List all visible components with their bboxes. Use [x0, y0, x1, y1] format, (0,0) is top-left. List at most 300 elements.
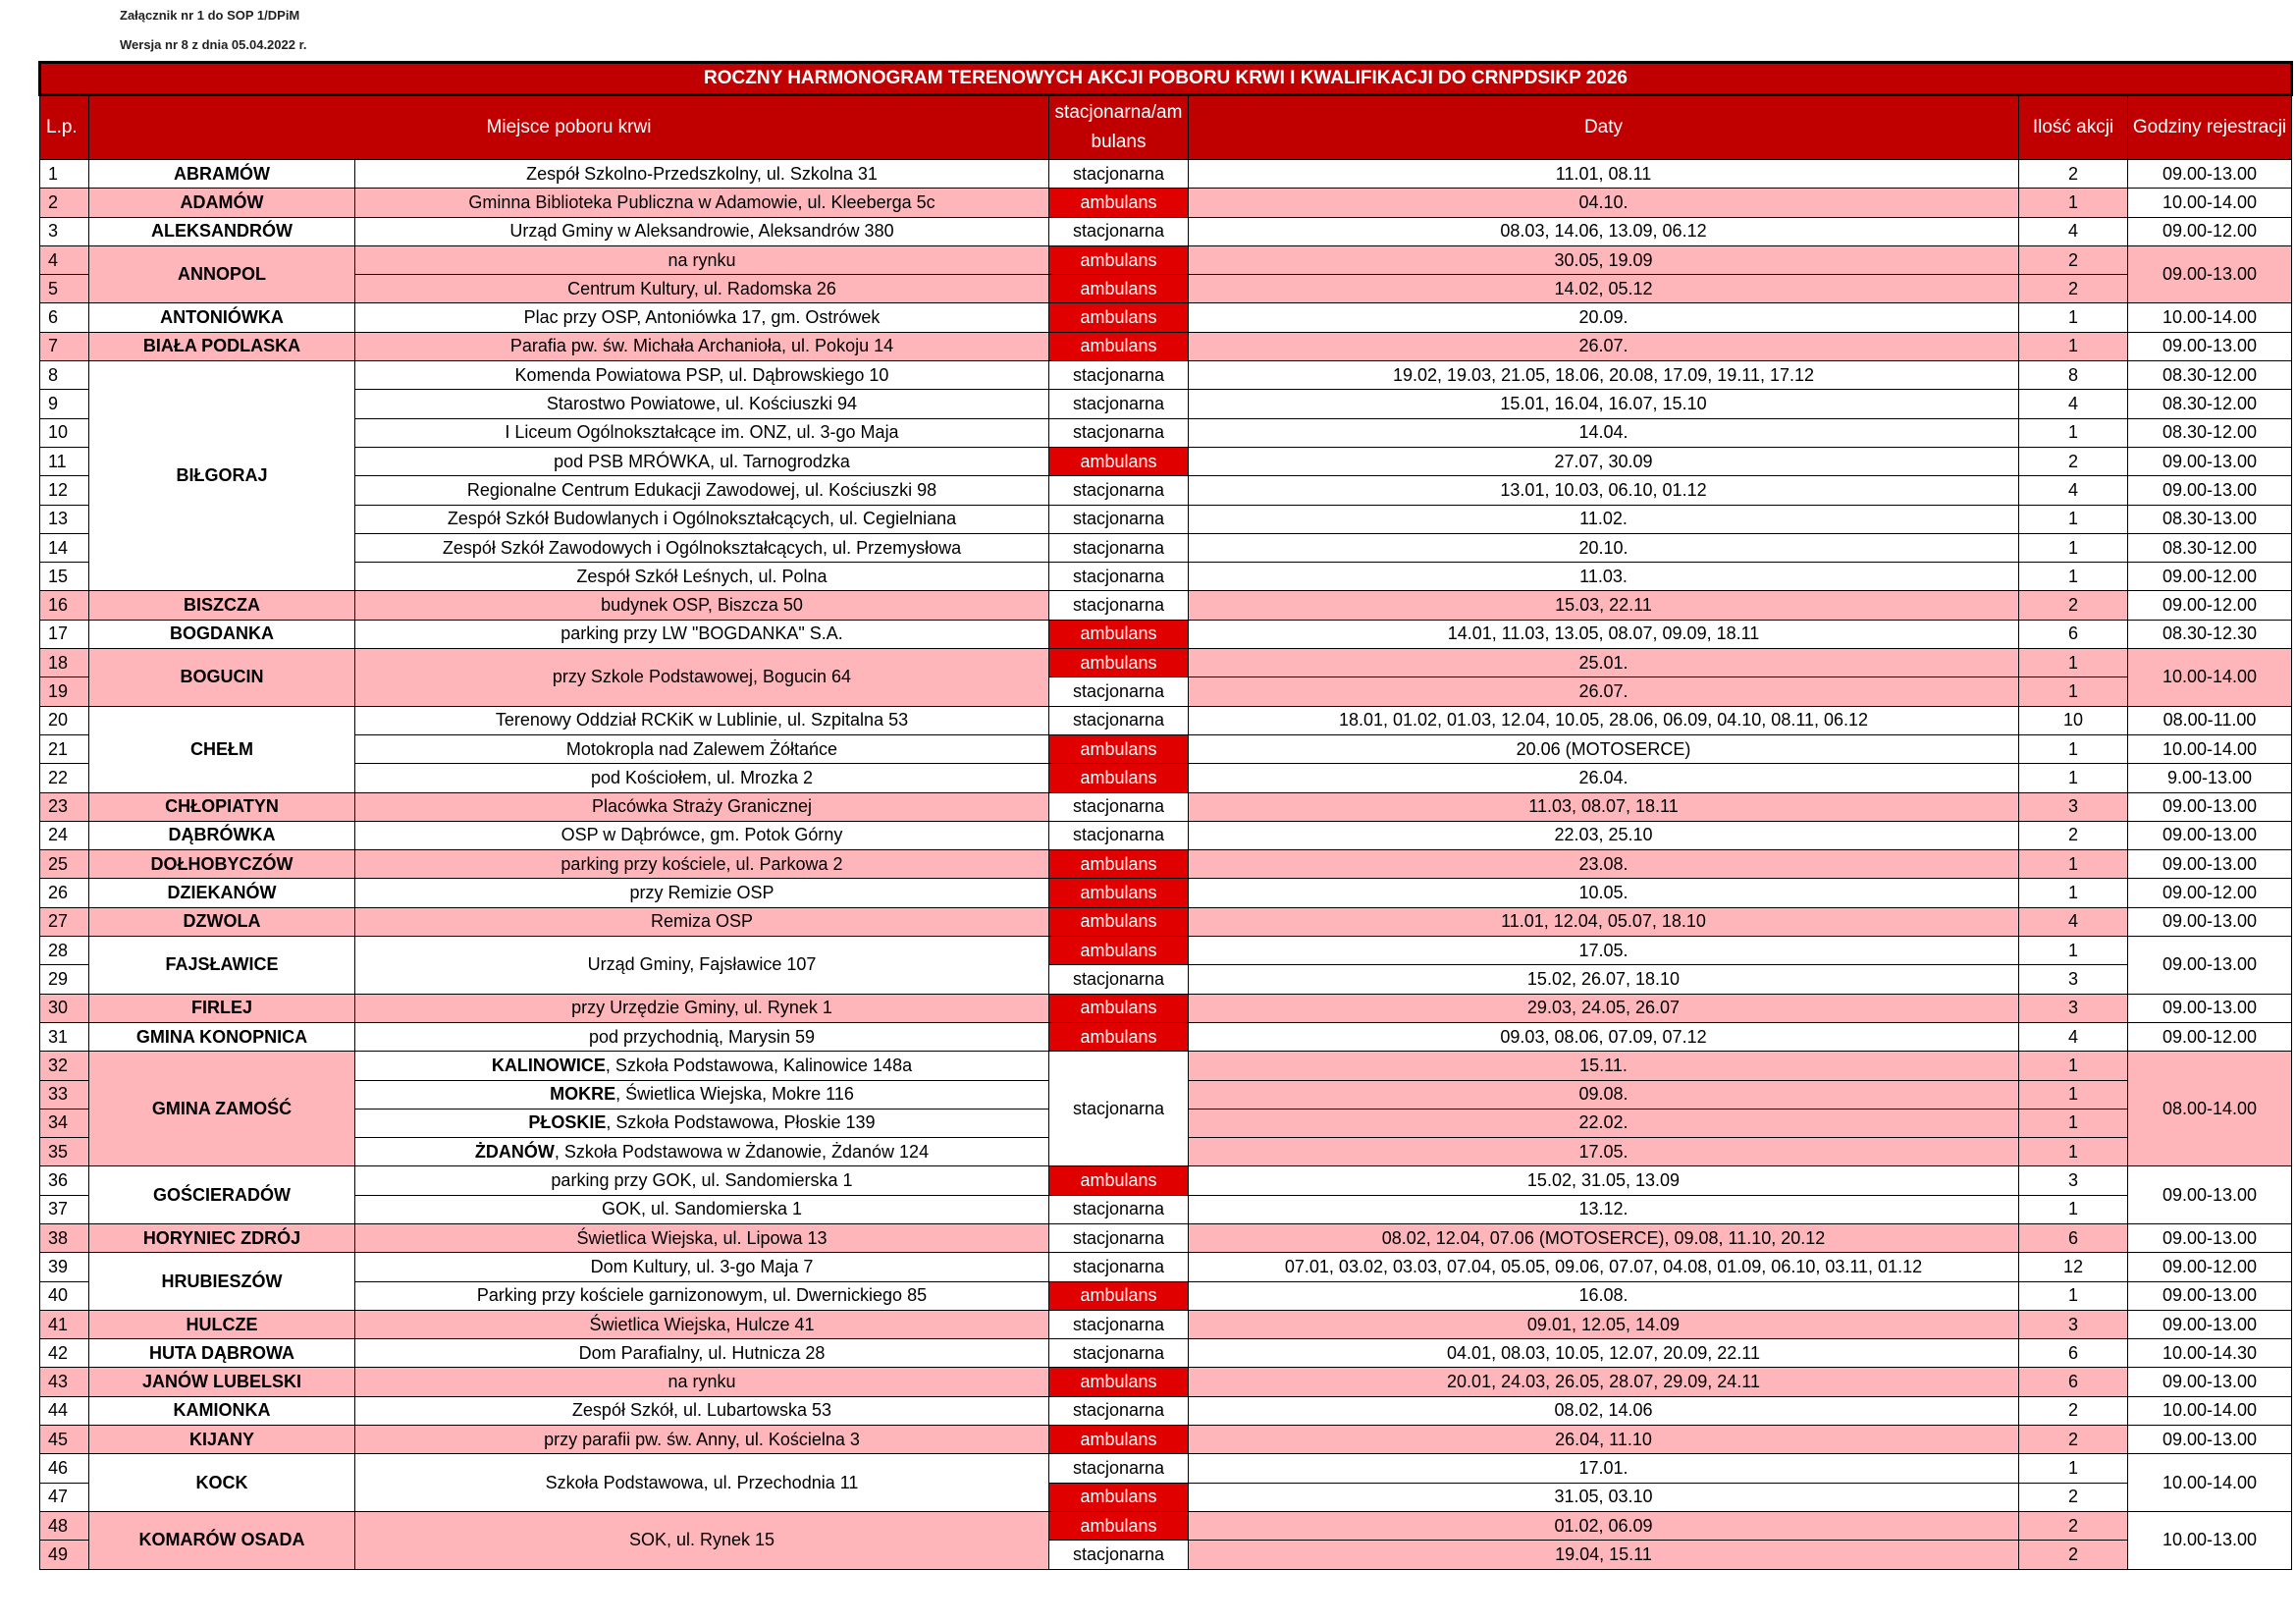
row-unit: stacjonarna: [1049, 361, 1189, 390]
row-place: Placówka Straży Granicznej: [355, 792, 1049, 821]
row-place: Zespół Szkół Leśnych, ul. Polna: [355, 563, 1049, 591]
row-count: 1: [2019, 1454, 2128, 1483]
row-unit: stacjonarna: [1049, 533, 1189, 562]
row-dates: 25.01.: [1189, 649, 2019, 677]
row-count: 1: [2019, 1052, 2128, 1080]
place-detail: , Szkoła Podstawowa, Płoskie 139: [606, 1112, 876, 1133]
row-hours: 09.00-13.00: [2128, 994, 2292, 1022]
row-place: [355, 1052, 1049, 1080]
row-unit: ambulans: [1049, 1368, 1189, 1396]
row-lp: 28: [40, 937, 89, 965]
row-dates: 01.02, 06.09: [1189, 1511, 2019, 1540]
table-row: [40, 1396, 2292, 1425]
row-hours: 09.00-13.00: [2128, 1281, 2292, 1310]
document-reference: Załącznik nr 1 do SOP 1/DPiM: [120, 8, 300, 23]
row-place: Świetlica Wiejska, Hulcze 41: [355, 1310, 1049, 1338]
row-unit: stacjonarna: [1049, 965, 1189, 994]
table-row: [40, 764, 2292, 792]
row-hours: 09.00-13.00: [2128, 1310, 2292, 1338]
row-unit: stacjonarna: [1049, 677, 1189, 706]
location-name: GMINA KONOPNICA: [89, 1022, 355, 1051]
location-name: GOŚCIERADÓW: [89, 1166, 355, 1224]
row-lp: 35: [40, 1138, 89, 1166]
row-count: 12: [2019, 1253, 2128, 1281]
row-hours: 09.00-12.00: [2128, 563, 2292, 591]
row-lp: 40: [40, 1281, 89, 1310]
table-row: [40, 1022, 2292, 1051]
row-place: Parafia pw. św. Michała Archanioła, ul. Pokoju 14: [355, 332, 1049, 360]
row-lp: 21: [40, 734, 89, 763]
row-hours: 08.00-14.00: [2128, 1052, 2292, 1166]
row-count: 1: [2019, 1281, 2128, 1310]
row-count: 1: [2019, 303, 2128, 332]
location-name: BIAŁA PODLASKA: [89, 332, 355, 360]
row-unit: ambulans: [1049, 850, 1189, 879]
row-place: Plac przy OSP, Antoniówka 17, gm. Ostrówek: [355, 303, 1049, 332]
row-unit: stacjonarna: [1049, 1396, 1189, 1425]
row-unit: ambulans: [1049, 303, 1189, 332]
table-row: [40, 1223, 2292, 1252]
table-row: [40, 792, 2292, 821]
row-count: 2: [2019, 591, 2128, 620]
row-lp: 49: [40, 1541, 89, 1569]
table-row: [40, 476, 2292, 505]
row-lp: 25: [40, 850, 89, 879]
row-place: [355, 1138, 1049, 1166]
row-unit: stacjonarna: [1049, 792, 1189, 821]
location-name: HRUBIESZÓW: [89, 1253, 355, 1311]
row-count: 4: [2019, 217, 2128, 245]
row-count: 6: [2019, 1339, 2128, 1368]
row-unit: ambulans: [1049, 649, 1189, 677]
row-count: 1: [2019, 332, 2128, 360]
location-name: KOCK: [89, 1454, 355, 1512]
row-count: 1: [2019, 505, 2128, 533]
table-row: [40, 620, 2292, 648]
row-unit: stacjonarna: [1049, 591, 1189, 620]
row-lp: 8: [40, 361, 89, 390]
row-dates: 13.12.: [1189, 1195, 2019, 1223]
row-unit: ambulans: [1049, 332, 1189, 360]
row-unit: stacjonarna: [1049, 160, 1189, 189]
table-row: [40, 160, 2292, 189]
row-place: Zespół Szkół Budowlanych i Ogólnokształcących, ul. Cegielniana: [355, 505, 1049, 533]
row-place: Remiza OSP: [355, 907, 1049, 936]
row-dates: 15.11.: [1189, 1052, 2019, 1080]
location-name: FIRLEJ: [89, 994, 355, 1022]
row-place: Dom Parafialny, ul. Hutnicza 28: [355, 1339, 1049, 1368]
row-dates: 19.04, 15.11: [1189, 1541, 2019, 1569]
row-place: przy parafii pw. św. Anny, ul. Kościelna 3: [355, 1426, 1049, 1454]
row-unit: stacjonarna: [1049, 1195, 1189, 1223]
row-lp: 3: [40, 217, 89, 245]
location-name: DOŁHOBYCZÓW: [89, 850, 355, 879]
table-row: [40, 533, 2292, 562]
location-name: ANTONIÓWKA: [89, 303, 355, 332]
row-lp: 38: [40, 1223, 89, 1252]
schedule-table: [38, 61, 2293, 1570]
row-place: Urząd Gminy w Aleksandrowie, Aleksandrów 380: [355, 217, 1049, 245]
row-dates: 15.03, 22.11: [1189, 591, 2019, 620]
table-row: [40, 275, 2292, 303]
row-hours: 09.00-13.00: [2128, 821, 2292, 849]
header-lp: L.p.: [40, 95, 89, 160]
row-dates: 23.08.: [1189, 850, 2019, 879]
row-place: na rynku: [355, 245, 1049, 274]
location-name: CHŁOPIATYN: [89, 792, 355, 821]
row-dates: 20.09.: [1189, 303, 2019, 332]
row-hours: 09.00-12.00: [2128, 1253, 2292, 1281]
row-lp: 9: [40, 390, 89, 418]
row-count: 1: [2019, 189, 2128, 217]
table-row: [40, 245, 2292, 274]
place-village: PŁOSKIE: [528, 1112, 607, 1133]
row-lp: 16: [40, 591, 89, 620]
row-dates: 31.05, 03.10: [1189, 1483, 2019, 1511]
row-count: 1: [2019, 1138, 2128, 1166]
table-row: [40, 1281, 2292, 1310]
row-dates: 20.06 (MOTOSERCE): [1189, 734, 2019, 763]
place-detail: , Szkoła Podstawowa, Kalinowice 148a: [605, 1055, 913, 1075]
row-hours: 09.00-13.00: [2128, 850, 2292, 879]
row-dates: 09.03, 08.06, 07.09, 07.12: [1189, 1022, 2019, 1051]
row-unit: stacjonarna: [1049, 390, 1189, 418]
row-lp: 17: [40, 620, 89, 648]
table-row: [40, 447, 2292, 475]
row-place: Centrum Kultury, ul. Radomska 26: [355, 275, 1049, 303]
place-village: KALINOWICE: [491, 1055, 606, 1075]
table-row: [40, 1368, 2292, 1396]
row-place: [355, 1080, 1049, 1109]
row-place: Komenda Powiatowa PSP, ul. Dąbrowskiego 10: [355, 361, 1049, 390]
row-unit: stacjonarna: [1049, 505, 1189, 533]
row-lp: 48: [40, 1511, 89, 1540]
row-dates: 18.01, 01.02, 01.03, 12.04, 10.05, 28.06, 06.09, 04.10, 08.11, 06.12: [1189, 706, 2019, 734]
row-place: SOK, ul. Rynek 15: [355, 1511, 1049, 1569]
row-dates: 22.03, 25.10: [1189, 821, 2019, 849]
row-place: Szkoła Podstawowa, ul. Przechodnia 11: [355, 1454, 1049, 1512]
row-count: 2: [2019, 160, 2128, 189]
row-lp: 26: [40, 879, 89, 907]
row-hours: 9.00-13.00: [2128, 764, 2292, 792]
row-count: 1: [2019, 1109, 2128, 1137]
row-count: 3: [2019, 994, 2128, 1022]
table-row: [40, 591, 2292, 620]
row-unit: ambulans: [1049, 1281, 1189, 1310]
row-place: Regionalne Centrum Edukacji Zawodowej, ul. Kościuszki 98: [355, 476, 1049, 505]
location-name: ABRAMÓW: [89, 160, 355, 189]
row-lp: 15: [40, 563, 89, 591]
row-unit: stacjonarna: [1049, 1310, 1189, 1338]
location-name: HUTA DĄBROWA: [89, 1339, 355, 1368]
row-place: [355, 1109, 1049, 1137]
row-unit: ambulans: [1049, 907, 1189, 936]
row-lp: 2: [40, 189, 89, 217]
row-place: Motokropla nad Zalewem Żółtańce: [355, 734, 1049, 763]
row-dates: 11.01, 12.04, 05.07, 18.10: [1189, 907, 2019, 936]
row-hours: 09.00-12.00: [2128, 591, 2292, 620]
row-hours: 09.00-12.00: [2128, 879, 2292, 907]
header-hours: Godziny rejestracji: [2128, 95, 2292, 160]
row-dates: 16.08.: [1189, 1281, 2019, 1310]
row-count: 1: [2019, 533, 2128, 562]
row-dates: 14.01, 11.03, 13.05, 08.07, 09.09, 18.11: [1189, 620, 2019, 648]
row-count: 2: [2019, 275, 2128, 303]
row-lp: 36: [40, 1166, 89, 1195]
row-place: Parking przy kościele garnizonowym, ul. Dwernickiego 85: [355, 1281, 1049, 1310]
table-row: [40, 1052, 2292, 1080]
row-count: 2: [2019, 821, 2128, 849]
row-unit: ambulans: [1049, 447, 1189, 475]
row-count: 1: [2019, 677, 2128, 706]
table-title: ROCZNY HARMONOGRAM TERENOWYCH AKCJI POBORU KRWI I KWALIFIKACJI DO CRNPDSIKP 2026: [40, 63, 2292, 95]
row-lp: 39: [40, 1253, 89, 1281]
header-unit: stacjonarna/ambulans: [1049, 95, 1189, 160]
row-unit: stacjonarna: [1049, 1339, 1189, 1368]
row-unit: stacjonarna: [1049, 706, 1189, 734]
row-place: Starostwo Powiatowe, ul. Kościuszki 94: [355, 390, 1049, 418]
row-count: 8: [2019, 361, 2128, 390]
table-row: [40, 907, 2292, 936]
row-count: 2: [2019, 1426, 2128, 1454]
location-name: ADAMÓW: [89, 189, 355, 217]
row-unit: ambulans: [1049, 1022, 1189, 1051]
row-hours: 08.30-12.30: [2128, 620, 2292, 648]
row-hours: 10.00-13.00: [2128, 1511, 2292, 1569]
row-count: 4: [2019, 476, 2128, 505]
row-hours: 08.30-12.00: [2128, 390, 2292, 418]
row-lp: 13: [40, 505, 89, 533]
row-place: budynek OSP, Biszcza 50: [355, 591, 1049, 620]
row-lp: 45: [40, 1426, 89, 1454]
place-village: MOKRE: [550, 1084, 616, 1105]
row-unit: ambulans: [1049, 1483, 1189, 1511]
row-count: 4: [2019, 1022, 2128, 1051]
row-unit: ambulans: [1049, 1511, 1189, 1540]
location-name: KOMARÓW OSADA: [89, 1511, 355, 1569]
row-count: 2: [2019, 1541, 2128, 1569]
row-dates: 09.08.: [1189, 1080, 2019, 1109]
row-place: parking przy GOK, ul. Sandomierska 1: [355, 1166, 1049, 1195]
row-dates: 26.07.: [1189, 677, 2019, 706]
row-dates: 11.02.: [1189, 505, 2019, 533]
location-name: FAJSŁAWICE: [89, 937, 355, 995]
row-lp: 46: [40, 1454, 89, 1483]
row-hours: 10.00-14.00: [2128, 734, 2292, 763]
row-hours: 08.00-11.00: [2128, 706, 2292, 734]
row-hours: 09.00-13.00: [2128, 476, 2292, 505]
table-row: [40, 734, 2292, 763]
row-lp: 22: [40, 764, 89, 792]
row-lp: 32: [40, 1052, 89, 1080]
row-hours: 08.30-13.00: [2128, 505, 2292, 533]
row-count: 6: [2019, 1368, 2128, 1396]
row-hours: 09.00-13.00: [2128, 332, 2292, 360]
row-dates: 08.03, 14.06, 13.09, 06.12: [1189, 217, 2019, 245]
row-count: 3: [2019, 965, 2128, 994]
table-row: [40, 1253, 2292, 1281]
row-lp: 14: [40, 533, 89, 562]
row-lp: 6: [40, 303, 89, 332]
row-count: 1: [2019, 649, 2128, 677]
row-dates: 07.01, 03.02, 03.03, 07.04, 05.05, 09.06, 07.07, 04.08, 01.09, 06.10, 03.11, 01.12: [1189, 1253, 2019, 1281]
row-dates: 15.02, 26.07, 18.10: [1189, 965, 2019, 994]
row-lp: 24: [40, 821, 89, 849]
table-row: [40, 418, 2292, 447]
row-count: 2: [2019, 447, 2128, 475]
row-dates: 08.02, 12.04, 07.06 (MOTOSERCE), 09.08, 11.10, 20.12: [1189, 1223, 2019, 1252]
row-dates: 14.04.: [1189, 418, 2019, 447]
row-lp: 31: [40, 1022, 89, 1051]
location-name: BOGDANKA: [89, 620, 355, 648]
row-lp: 27: [40, 907, 89, 936]
row-lp: 43: [40, 1368, 89, 1396]
row-unit: stacjonarna: [1049, 476, 1189, 505]
row-unit: ambulans: [1049, 1426, 1189, 1454]
row-count: 1: [2019, 937, 2128, 965]
row-unit: ambulans: [1049, 764, 1189, 792]
row-unit: ambulans: [1049, 1166, 1189, 1195]
row-lp: 18: [40, 649, 89, 677]
row-place: pod przychodnią, Marysin 59: [355, 1022, 1049, 1051]
row-count: 2: [2019, 1396, 2128, 1425]
row-dates: 15.01, 16.04, 16.07, 15.10: [1189, 390, 2019, 418]
table-row: [40, 1310, 2292, 1338]
row-count: 1: [2019, 1195, 2128, 1223]
row-lp: 10: [40, 418, 89, 447]
row-hours: 09.00-13.00: [2128, 907, 2292, 936]
row-dates: 11.01, 08.11: [1189, 160, 2019, 189]
row-hours: 09.00-13.00: [2128, 1426, 2292, 1454]
row-hours: 09.00-13.00: [2128, 1166, 2292, 1224]
row-dates: 13.01, 10.03, 06.10, 01.12: [1189, 476, 2019, 505]
row-lp: 30: [40, 994, 89, 1022]
location-name: BIŁGORAJ: [89, 361, 355, 591]
row-unit: ambulans: [1049, 879, 1189, 907]
location-name: ANNOPOL: [89, 245, 355, 303]
location-name: HULCZE: [89, 1310, 355, 1338]
place-detail: , Świetlica Wiejska, Mokre 116: [615, 1084, 854, 1105]
row-place: GOK, ul. Sandomierska 1: [355, 1195, 1049, 1223]
row-hours: 09.00-13.00: [2128, 1223, 2292, 1252]
row-lp: 4: [40, 245, 89, 274]
place-village: ŻDANÓW: [474, 1141, 555, 1162]
row-dates: 26.07.: [1189, 332, 2019, 360]
table-row: [40, 563, 2292, 591]
row-lp: 44: [40, 1396, 89, 1425]
row-unit: ambulans: [1049, 245, 1189, 274]
row-unit: ambulans: [1049, 189, 1189, 217]
table-row: [40, 332, 2292, 360]
row-dates: 17.05.: [1189, 937, 2019, 965]
row-hours: 10.00-14.00: [2128, 1396, 2292, 1425]
table-row: [40, 1454, 2292, 1483]
location-name: BISZCZA: [89, 591, 355, 620]
row-hours: 09.00-13.00: [2128, 245, 2292, 303]
row-place: I Liceum Ogólnokształcące im. ONZ, ul. 3-go Maja: [355, 418, 1049, 447]
table-row: [40, 1195, 2292, 1223]
location-name: DZWOLA: [89, 907, 355, 936]
row-dates: 22.02.: [1189, 1109, 2019, 1137]
row-place: parking przy LW "BOGDANKA" S.A.: [355, 620, 1049, 648]
location-name: DĄBRÓWKA: [89, 821, 355, 849]
row-unit: ambulans: [1049, 994, 1189, 1022]
table-row: [40, 994, 2292, 1022]
row-count: 3: [2019, 1166, 2128, 1195]
row-place: pod Kościołem, ul. Mrozka 2: [355, 764, 1049, 792]
row-place: Urząd Gminy, Fajsławice 107: [355, 937, 1049, 995]
row-dates: 26.04, 11.10: [1189, 1426, 2019, 1454]
row-lp: 12: [40, 476, 89, 505]
row-count: 1: [2019, 418, 2128, 447]
row-unit: stacjonarna: [1049, 418, 1189, 447]
location-name: HORYNIEC ZDRÓJ: [89, 1223, 355, 1252]
location-name: BOGUCIN: [89, 649, 355, 707]
row-count: 2: [2019, 245, 2128, 274]
row-hours: 08.30-12.00: [2128, 418, 2292, 447]
row-hours: 10.00-14.00: [2128, 189, 2292, 217]
table-row: [40, 821, 2292, 849]
row-unit: stacjonarna: [1049, 563, 1189, 591]
row-unit: stacjonarna: [1049, 1253, 1189, 1281]
row-lp: 20: [40, 706, 89, 734]
table-row: [40, 1166, 2292, 1195]
row-unit: stacjonarna: [1049, 217, 1189, 245]
row-dates: 27.07, 30.09: [1189, 447, 2019, 475]
row-count: 1: [2019, 734, 2128, 763]
row-count: 6: [2019, 620, 2128, 648]
row-dates: 17.01.: [1189, 1454, 2019, 1483]
row-place: Dom Kultury, ul. 3-go Maja 7: [355, 1253, 1049, 1281]
table-row: [40, 217, 2292, 245]
row-dates: 29.03, 24.05, 26.07: [1189, 994, 2019, 1022]
row-lp: 37: [40, 1195, 89, 1223]
row-count: 4: [2019, 907, 2128, 936]
row-unit: stacjonarna: [1049, 821, 1189, 849]
row-place: pod PSB MRÓWKA, ul. Tarnogrodzka: [355, 447, 1049, 475]
row-lp: 11: [40, 447, 89, 475]
row-hours: 09.00-13.00: [2128, 447, 2292, 475]
row-place: Świetlica Wiejska, ul. Lipowa 13: [355, 1223, 1049, 1252]
row-hours: 09.00-12.00: [2128, 217, 2292, 245]
table-row: [40, 879, 2292, 907]
table-row: [40, 937, 2292, 965]
location-name: ALEKSANDRÓW: [89, 217, 355, 245]
row-dates: 11.03.: [1189, 563, 2019, 591]
table-row: [40, 189, 2292, 217]
row-place: Gminna Biblioteka Publiczna w Adamowie, ul. Kleeberga 5c: [355, 189, 1049, 217]
row-dates: 20.10.: [1189, 533, 2019, 562]
row-place: przy Remizie OSP: [355, 879, 1049, 907]
table-row: [40, 1339, 2292, 1368]
row-place: Zespół Szkół Zawodowych i Ogólnokształcących, ul. Przemysłowa: [355, 533, 1049, 562]
row-dates: 20.01, 24.03, 26.05, 28.07, 29.09, 24.11: [1189, 1368, 2019, 1396]
table-row: [40, 850, 2292, 879]
row-count: 2: [2019, 1483, 2128, 1511]
row-count: 4: [2019, 390, 2128, 418]
header-count: Ilość akcji: [2019, 95, 2128, 160]
row-unit: stacjonarna: [1049, 1223, 1189, 1252]
row-count: 1: [2019, 879, 2128, 907]
table-row: [40, 361, 2292, 390]
table-row: [40, 1511, 2292, 1540]
row-lp: 47: [40, 1483, 89, 1511]
row-lp: 7: [40, 332, 89, 360]
row-lp: 42: [40, 1339, 89, 1368]
location-name: KAMIONKA: [89, 1396, 355, 1425]
location-name: JANÓW LUBELSKI: [89, 1368, 355, 1396]
row-count: 1: [2019, 1080, 2128, 1109]
